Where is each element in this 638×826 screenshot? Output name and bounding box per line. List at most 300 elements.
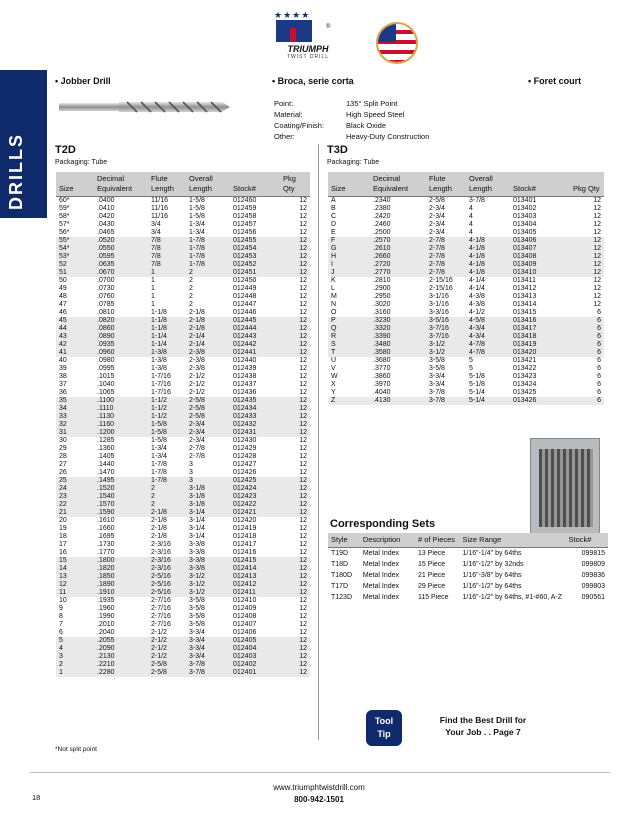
table-cell: 4 [469,221,473,228]
tool-tip-text [418,714,548,738]
table-cell: 3-5/8 [429,365,445,372]
table-cell: 012411 [230,589,280,597]
table-cell: .0520 [94,237,148,245]
table-row [56,581,310,589]
table-cell: 1-7/16 [151,373,171,380]
table-cell: 53* [56,253,94,261]
table-row [56,381,310,389]
table-cell: 012433 [230,413,280,421]
table-cell: 12 [280,261,310,269]
table-cell: 12 [280,349,310,357]
table-cell: 9 [59,605,63,612]
table-cell: T123D [331,594,353,601]
table-cell: 16 [59,549,67,556]
table-cell: .0550 [94,245,148,253]
table-cell: 3-5/8 [189,597,205,604]
table-row [328,205,604,213]
table-cell: 3-7/8 [186,669,230,677]
table-cell: R [328,333,370,341]
table-cell: 013426 [510,397,570,405]
table-cell: B [331,205,336,212]
table-cell: 12 [570,269,604,277]
table-cell: 55* [56,237,94,245]
table-cell: 21 Piece [417,572,446,579]
table-cell: 13 Piece [417,550,446,557]
table-row [56,573,310,581]
table-cell: 3-5/8 [429,357,445,364]
table-cell: 3/4 [151,221,161,228]
table-cell: 1-3/4 [151,445,167,452]
table-cell: 45 [56,317,94,325]
table-cell: 3-1/4 [189,533,205,540]
table-cell: 6 [570,325,604,333]
table-cell: 012412 [230,581,280,589]
table-cell: 012455 [230,237,280,245]
table-cell: 3-7/8 [186,661,230,669]
table-row [56,437,310,445]
table-cell: V [331,365,336,372]
table-cell: 3-3/4 [186,645,230,653]
table-cell: 1-7/16 [151,381,171,388]
registered-mark: ® [326,24,331,30]
table-row [328,341,604,349]
table-cell: 12 [299,621,307,628]
col-overall: Overall Length [466,172,510,197]
table-cell: 3-1/2 [186,581,230,589]
table-cell: .0810 [97,309,115,316]
table-cell: 013416 [510,317,570,325]
table-cell: .3480 [370,341,426,349]
table-row [56,317,310,325]
table-cell: 2-1/2 [148,637,186,645]
table-cell: 013423 [513,373,537,380]
table-cell: 12 [299,525,307,532]
col-stock: Stock# [510,172,570,197]
table-row [56,293,310,301]
table-cell: I [328,261,370,269]
table-cell: 2-7/8 [189,445,205,452]
table-row [56,453,310,461]
table-cell: 2-1/2 [189,381,205,388]
table-cell: 012415 [230,557,280,565]
table-cell: .0465 [97,229,115,236]
table-row [56,221,310,229]
table-cell: 5 [469,365,473,372]
table-row [56,245,310,253]
table-cell: 2-3/8 [189,365,205,372]
spec-point [274,98,429,109]
table-cell: 012413 [230,573,280,581]
table-cell: .1610 [97,517,115,524]
table-row [56,661,310,669]
table-cell: 21 [56,509,94,517]
table-cell: 012402 [230,661,280,669]
table-cell: 1-7/8 [186,253,230,261]
table-cell: 1-5/8 [189,205,205,212]
table-cell: 3-3/16 [429,309,449,316]
table-cell: .1495 [94,477,148,485]
table-cell: E [331,229,336,236]
table-row [56,549,310,557]
table-cell: 012418 [233,533,257,540]
table-cell: 2 [189,301,193,308]
table-cell: .2610 [370,245,426,253]
table-row [56,501,310,509]
table-cell: 7/8 [148,237,186,245]
table-row [328,365,604,373]
table-cell: 39 [59,365,67,372]
table-cell: 013417 [510,325,570,333]
table-cell: 012459 [233,205,257,212]
table-cell: 12 [299,229,307,236]
table-cell: 30 [59,437,67,444]
table-cell: .1890 [94,581,148,589]
table-cell: 12 [280,413,310,421]
table-cell: 1-7/8 [186,245,230,253]
table-cell: .1960 [97,605,115,612]
table-cell: T17D [331,583,349,590]
table-cell: 1-3/8 [151,357,167,364]
table-cell: 12 [280,589,310,597]
table-cell: 013424 [513,381,537,388]
table-cell: 42 [56,341,94,349]
spec-value: 135° Split Point [346,99,398,108]
table-row [56,397,310,405]
table-cell: 012458 [233,213,257,220]
table-cell: .1015 [97,373,115,380]
table-cell: 1 [56,669,94,677]
table-cell: 3-5/16 [426,317,466,325]
t2d-packaging: Packaging: Tube [55,159,108,166]
section-label-broca: • Broca, serie corta [272,76,354,86]
col-flute: Flute Length [426,172,466,197]
table-cell: M [331,293,337,300]
col-style: Style [328,533,360,548]
table-cell: .2210 [94,661,148,669]
spec-value: Black Oxide [346,121,387,130]
table-cell: 012430 [233,437,257,444]
table-cell: .0700 [97,277,115,284]
table-cell: 31 [56,429,94,437]
table-cell: 3-3/4 [429,373,445,380]
table-cell: 40 [59,357,67,364]
table-row [56,309,310,317]
table-row [328,559,608,570]
table-cell: 3-1/4 [189,517,205,524]
table-cell: 3-7/16 [426,325,466,333]
table-cell: 013425 [513,389,537,396]
table-cell: 12 [299,389,307,396]
table-cell: 20 [59,517,67,524]
table-cell: 012410 [233,597,257,604]
table-cell: 012417 [233,541,257,548]
table-cell: .3230 [370,317,426,325]
table-cell: 12 [280,253,310,261]
table-cell: 2-7/8 [426,261,466,269]
table-cell: 2-3/4 [429,205,445,212]
table-cell: 012453 [230,253,280,261]
table-cell: 27 [59,461,67,468]
table-cell: 1/16"-1/2" by 64ths [462,583,522,590]
col-pieces: # of Pieces [415,533,460,548]
table-cell: 012443 [230,333,280,341]
table-cell: 1-1/8 [151,309,167,316]
table-cell: .0785 [97,301,115,308]
table-cell: 12 [280,333,310,341]
table-cell: .2720 [370,261,426,269]
table-cell: 1-5/8 [148,421,186,429]
table-cell: 12 [280,557,310,565]
table-cell: .4040 [373,389,391,396]
table-cell: 12 [299,221,307,228]
table-row [56,325,310,333]
table-cell: 6 [570,333,604,341]
table-cell: 012421 [230,509,280,517]
table-cell: 013420 [510,349,570,357]
table-cell: .0730 [97,285,115,292]
table-cell: 12 [299,533,307,540]
table-cell: .2460 [373,221,391,228]
table-cell: 15 [56,557,94,565]
table-row [56,333,310,341]
tool-tip-badge [366,710,402,746]
table-cell: 2-1/4 [186,333,230,341]
table-row [56,413,310,421]
table-cell: .2500 [373,229,391,236]
section-label-foret: • Foret court [528,76,582,86]
table-cell: .2900 [373,285,391,292]
table-cell: 3-1/16 [429,301,449,308]
footer-divider [30,772,610,773]
table-header-row [328,172,604,197]
table-cell: 5 [469,357,473,364]
table-row [56,533,310,541]
col-flute: Flute Length [148,172,186,197]
table-cell: 2-3/4 [186,429,230,437]
table-cell: 2-1/8 [151,525,167,532]
table-cell: 013403 [513,213,537,220]
table-cell: 2-7/16 [151,605,171,612]
table-cell: T18D [331,561,349,568]
table-cell: 12 [593,221,601,228]
table-row [56,477,310,485]
table-cell: .0430 [97,221,115,228]
table-cell: 012403 [230,653,280,661]
table-cell: .1065 [97,389,115,396]
table-cell: 012434 [230,405,280,413]
table-row [56,237,310,245]
table-cell: 012450 [233,277,257,284]
table-cell: .2770 [370,269,426,277]
table-cell: .1540 [94,493,148,501]
table-cell: 12 [299,357,307,364]
table-cell: 6 [59,629,63,636]
col-pkg: Pkg Qty [280,172,310,197]
table-cell: 7/8 [148,261,186,269]
spec-material [274,109,429,120]
table-row [56,429,310,437]
table-cell: 14 [56,565,94,573]
table-cell: 2-3/16 [148,565,186,573]
table-cell: 1-3/8 [151,365,167,372]
table-cell: 012426 [233,469,257,476]
table-cell: 2-3/4 [189,437,205,444]
table-cell: 2-1/8 [186,317,230,325]
table-cell: .2090 [94,645,148,653]
logo-wordmark: TRIUMPH [287,44,329,54]
table-cell: 012407 [233,621,257,628]
table-cell: 012420 [233,517,257,524]
side-tab-label: DRILLS [6,133,26,210]
table-cell: 36 [59,389,67,396]
table-cell: 1/16"-1/2" by 32nds [462,561,524,568]
table-cell: 46 [59,309,67,316]
table-cell: N [331,301,337,308]
table-cell: 8 [59,613,63,620]
table-cell: 5-1/4 [466,397,510,405]
table-row [328,548,608,560]
table-cell: 2-5/8 [429,197,445,204]
table-cell: 2 [189,277,193,284]
table-cell: 12 [280,405,310,413]
table-row [328,373,604,381]
table-cell: 2-7/8 [426,269,466,277]
col-stock: Stock# [566,533,608,548]
table-row [56,509,310,517]
table-cell: G [328,245,370,253]
table-cell: 012432 [230,421,280,429]
table-cell: .2280 [94,669,148,677]
col-range: Size Range [459,533,565,548]
table-cell: .2380 [373,205,391,212]
table-cell: 12 [280,645,310,653]
table-cell: .0635 [94,261,148,269]
table-cell: 2-7/16 [151,597,171,604]
table-cell: 12 [280,565,310,573]
drill-bits-icon [539,449,593,527]
table-cell: 2-5/16 [148,581,186,589]
table-cell: .3860 [373,373,391,380]
table-cell: 4-3/4 [466,333,510,341]
table-cell: .0820 [94,317,148,325]
table-cell: Z [328,397,370,405]
table-cell: 3-1/8 [186,485,230,493]
table-cell: 4-5/8 [466,317,510,325]
table-cell: 6 [597,357,601,364]
table-cell: .1660 [97,525,115,532]
table-cell: 2-1/8 [186,325,230,333]
table-row [56,629,310,637]
table-cell: 3-3/4 [186,653,230,661]
table-cell: 2-15/16 [429,277,453,284]
table-cell: 6 [597,373,601,380]
table-cell: .0995 [97,365,115,372]
sets-table-body [328,548,608,604]
table-cell: 12 [593,285,601,292]
table-cell: 012437 [233,381,257,388]
table-cell: 2-3/4 [429,221,445,228]
specs-block [274,98,429,142]
table-row [56,517,310,525]
table-cell: .1800 [94,557,148,565]
table-cell: .3320 [370,325,426,333]
table-cell: D [331,221,337,228]
table-row [56,349,310,357]
table-cell: U [331,357,337,364]
table-cell: 12 [280,317,310,325]
table-cell: .3970 [373,381,391,388]
table-cell: 013401 [513,197,537,204]
table-cell: 012440 [233,357,257,364]
table-cell: 2 [148,501,186,509]
table-cell: .1405 [97,453,115,460]
spec-value: Heavy-Duty Construction [346,132,430,141]
spec-value: High Speed Steel [346,110,405,119]
table-cell: T [328,349,370,357]
table-cell: 51 [56,269,94,277]
table-cell: .1110 [94,405,148,413]
table-cell: 4-7/8 [466,341,510,349]
table-cell: 1 [151,285,155,292]
table-row [56,621,310,629]
table-cell: 7/8 [148,253,186,261]
table-cell: 12 [280,573,310,581]
table-cell: 4-1/4 [469,285,485,292]
table-row [328,333,604,341]
table-cell: 3-1/4 [186,509,230,517]
table-cell: 12 [280,397,310,405]
table-cell: 012428 [233,453,257,460]
col-decimal: Decimal Equivalent [370,172,426,197]
table-cell: 12 [299,301,307,308]
table-cell: 11/16 [151,213,168,220]
section-label-jobber: • Jobber Drill [55,76,111,86]
table-cell: X [331,381,336,388]
table-cell: 012408 [233,613,257,620]
table-cell: 2-5/8 [186,413,230,421]
table-cell: 6 [597,389,601,396]
table-cell: 12 [570,261,604,269]
table-cell: Y [331,389,336,396]
table-cell: 2-5/8 [186,397,230,405]
table-cell: .1040 [97,381,115,388]
table-cell: 12 [280,661,310,669]
table-cell: 18 [59,533,67,540]
table-cell: 15 Piece [417,561,446,568]
table-cell: 1-1/2 [148,397,186,405]
table-cell: 1/16"-1/2" by 64ths, #1-#60, A-Z [462,594,563,601]
table-header-row [328,533,608,548]
table-cell: 3-1/16 [429,293,449,300]
table-cell: 11/16 [151,197,168,204]
table-cell: 17 [59,541,67,548]
footer-url[interactable]: www.triumphtwistdrill.com [273,783,365,792]
table-cell: 2-7/8 [426,245,466,253]
table-cell: 013422 [513,365,537,372]
table-cell: 12 [280,493,310,501]
table-cell: .0400 [97,197,115,204]
table-cell: 3-3/4 [429,381,445,388]
col-size: Size [328,172,370,197]
table-cell: 12 [570,245,604,253]
table-cell: .1360 [97,445,115,452]
table-cell: 12 [299,597,307,604]
usa-flag-seal-icon [376,22,418,64]
table-cell: 012457 [233,221,257,228]
spec-label: Coating/Finish: [274,121,325,130]
col-size: Size [56,172,94,197]
table-cell: 013406 [510,237,570,245]
